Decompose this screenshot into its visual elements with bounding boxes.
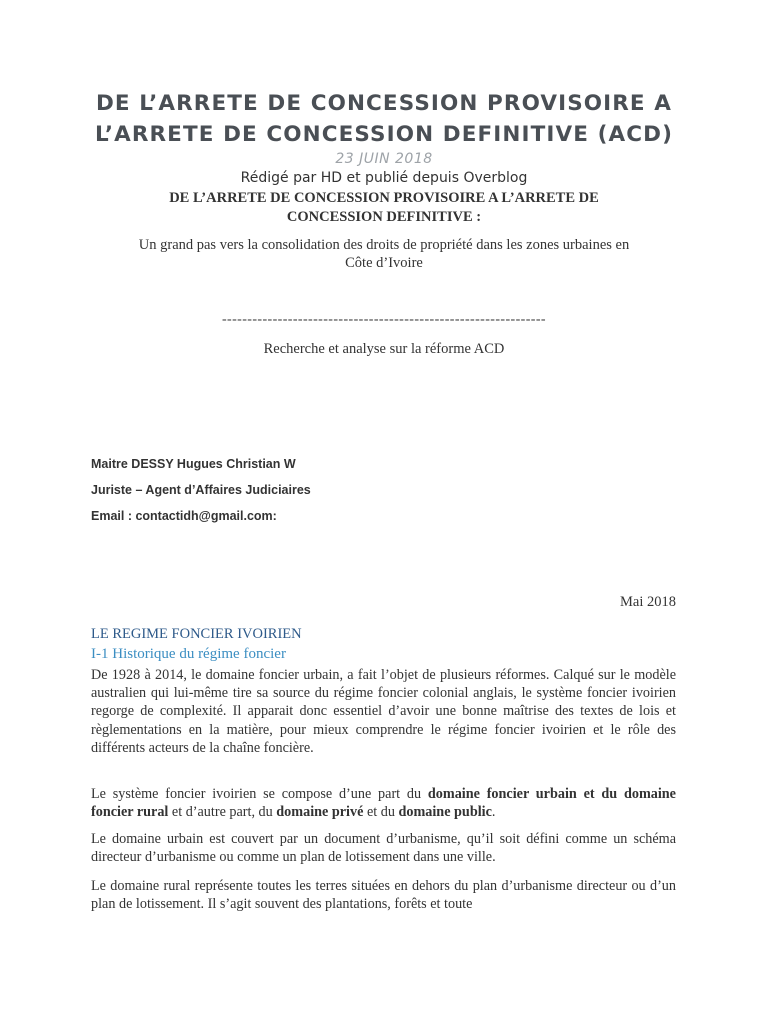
subtitle-heading xyxy=(90,189,678,227)
p2-text-4: . xyxy=(491,804,496,821)
section-heading: LE REGIME FONCIER IVOIRIEN xyxy=(91,626,302,642)
paragraph-urban: Le domaine urbain est couvert par un document d’urbanisme, qu’il soit défini comme un schéma directeur d’urbanisme ou comme un plan de lotissement dans une ville. xyxy=(91,831,676,866)
description-line-2: Côte d’Ivoire xyxy=(345,255,423,271)
description-line-1: Un grand pas vers la consolidation des droits de propriété dans les zones urbaines en xyxy=(138,237,630,253)
subtitle-line-2: CONCESSION DEFINITIVE : xyxy=(286,209,482,225)
p2-bold-2: domaine privé xyxy=(276,804,364,821)
title-line-2: L’ARRETE DE CONCESSION DEFINITIVE (ACD) xyxy=(95,122,673,147)
publish-date: 23 JUIN 2018 xyxy=(335,151,433,167)
subsection-heading: I-1 Historique du régime foncier xyxy=(91,646,286,662)
subtitle-description xyxy=(80,236,688,272)
byline: Rédigé par HD et publié depuis Overblog xyxy=(240,170,528,186)
document-date: Mai 2018 xyxy=(620,594,676,610)
paragraph-system xyxy=(91,785,676,821)
paragraph-history: De 1928 à 2014, le domaine foncier urbain, a fait l’objet de plusieurs réformes. Calqué sur le modèle australien qui lui-même tire sa source du régime foncier colonial anglais, le système foncier ivoirien regorge de complexité. Il apparait donc essentiel d’avoir une bonne maîtrise des textes de lois et règlementations en la matière, pour mieux comprendre le régime foncier ivoirien et le rôle des différents acteurs de la chaîne foncière. xyxy=(91,667,676,756)
p2-text-1: Le système foncier ivoirien se compose d’une part du xyxy=(91,786,428,802)
research-caption: Recherche et analyse sur la réforme ACD xyxy=(263,341,505,357)
author-email: Email : contactidh@gmail.com: xyxy=(91,509,277,523)
p2-text-2: et d’autre part, du xyxy=(168,804,277,821)
p2-bold-3: domaine public xyxy=(398,804,492,821)
document-title xyxy=(40,88,728,150)
p2-text-3: et du xyxy=(363,804,399,821)
p2-bold-1: domaine foncier urbain et du domaine foncier rural xyxy=(91,786,676,821)
title-line-1: DE L’ARRETE DE CONCESSION PROVISOIRE A xyxy=(95,91,673,116)
subtitle-line-1: DE L’ARRETE DE CONCESSION PROVISOIRE A L’ARRETE DE xyxy=(169,190,599,206)
paragraph-rural: Le domaine rural représente toutes les terres situées en dehors du plan d’urbanisme directeur ou d’un plan de lotissement. Il s’agit souvent des plantations, forêts et toute xyxy=(91,878,676,913)
author-name: Maitre DESSY Hugues Christian W xyxy=(91,457,296,471)
author-role: Juriste – Agent d’Affaires Judiciaires xyxy=(91,483,311,497)
separator-line: ---------------------------------------------------------------- xyxy=(222,312,546,327)
